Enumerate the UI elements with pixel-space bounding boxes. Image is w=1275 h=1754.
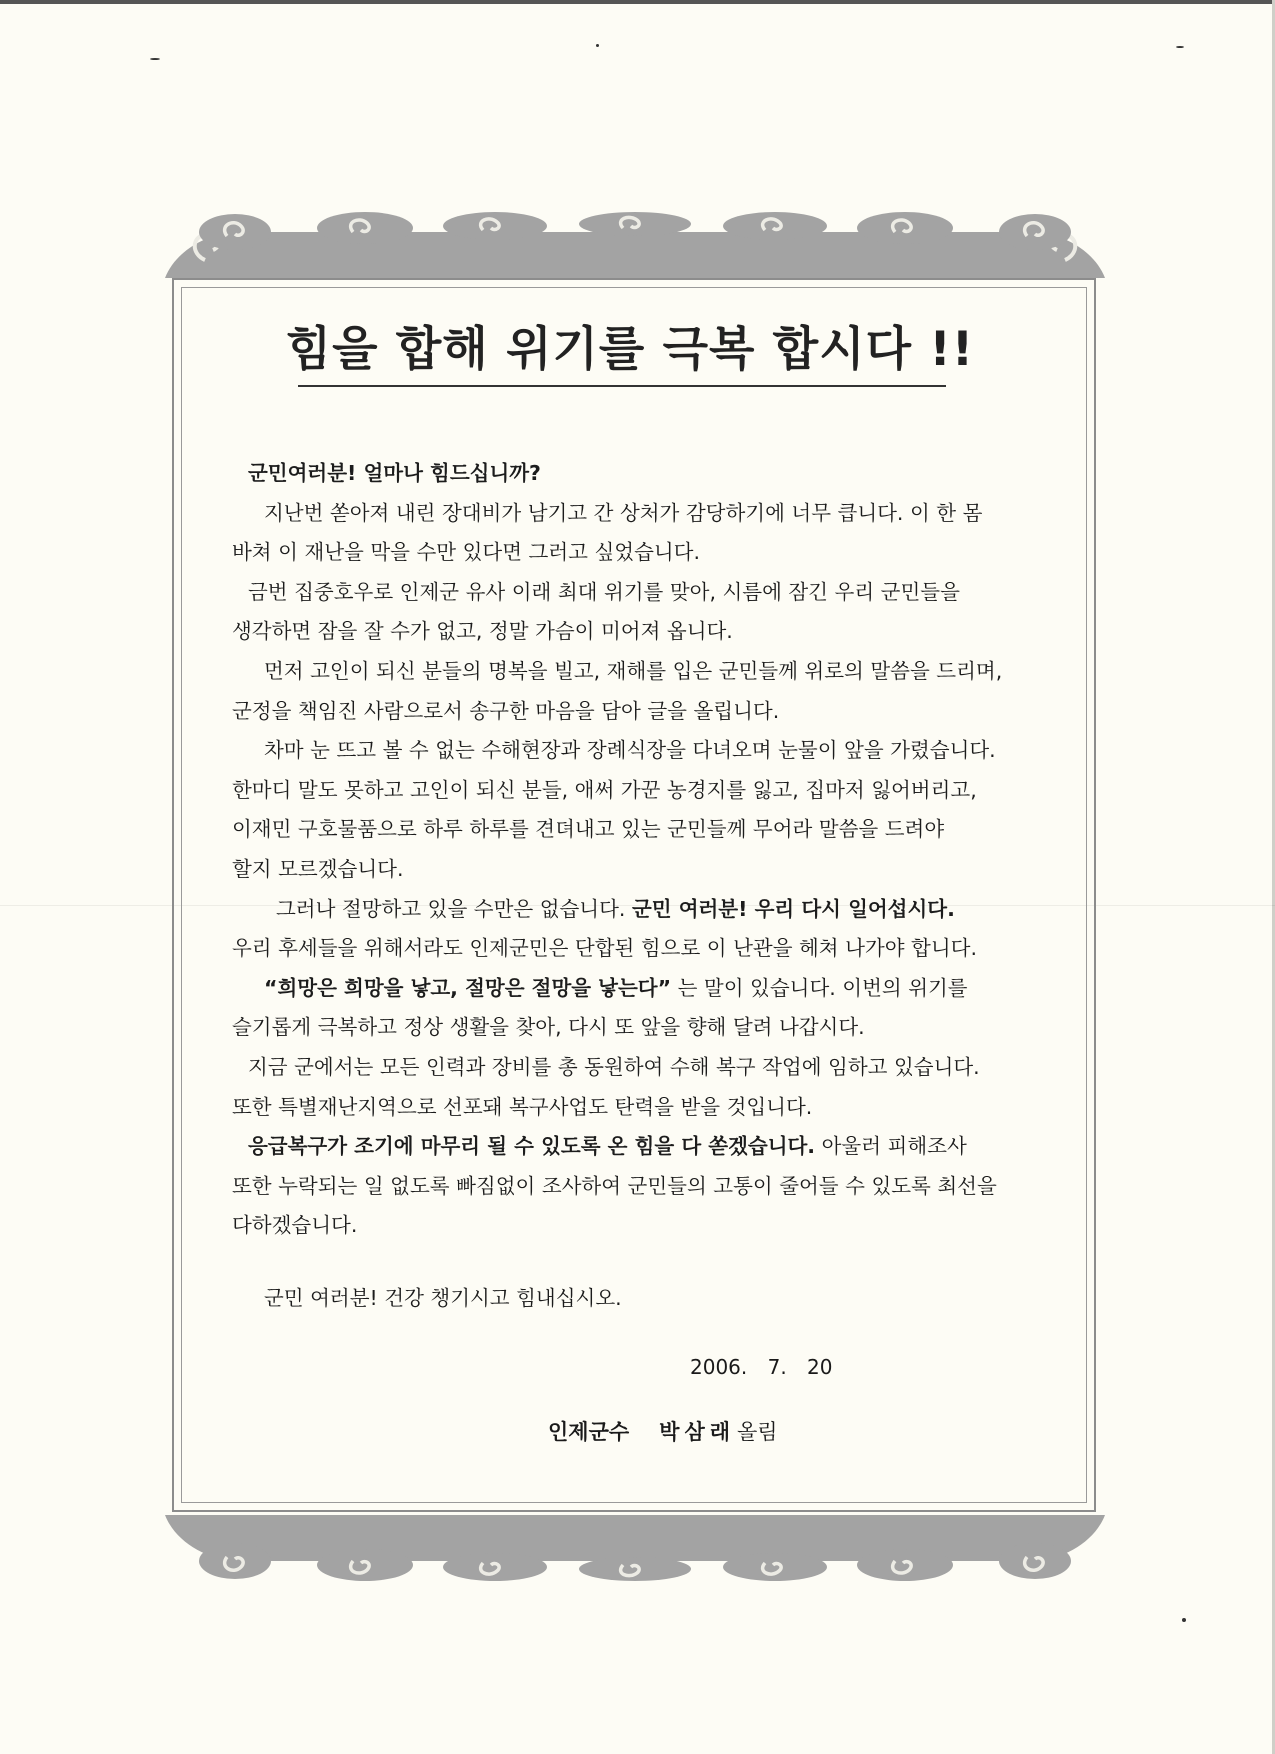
paragraph-line: 먼저 고인이 되신 분들의 명복을 빌고, 재해를 입은 군민들께 위로의 말씀을 드리며, <box>264 658 1003 683</box>
paragraph-line: 바쳐 이 재난을 막을 수만 있다면 그러고 싶었습니다. <box>232 540 700 565</box>
paragraph-line: 슬기롭게 극복하고 정상 생활을 찾아, 다시 또 앞을 향해 달려 나갑시다. <box>232 1015 865 1040</box>
letter-date: 2006. 7. 20 <box>690 1355 833 1379</box>
paragraph-line: “희망은 희망을 낳고, 절망은 절망을 낳는다” 는 말이 있습니다. 이번의 위기를 <box>264 975 968 1000</box>
paragraph-line: 또한 누락되는 일 없도록 빠짐없이 조사하여 군민들의 고통이 줄어들 수 있도록 최선을 <box>232 1173 997 1198</box>
paragraph-line: 또한 특별재난지역으로 선포돼 복구사업도 탄력을 받을 것입니다. <box>232 1094 813 1119</box>
emphasis-quote: “희망은 희망을 낳고, 절망은 절망을 낳는다” <box>264 975 672 1000</box>
greeting: 군민여러분! 얼마나 힘드십니까? <box>248 461 541 485</box>
signature <box>548 1416 778 1446</box>
paragraph-line: 할지 모르겠습니다. <box>232 856 404 881</box>
scan-speck <box>596 44 599 47</box>
paragraph-line: 우리 후세들을 위해서라도 인제군민은 단합된 힘으로 이 난관을 헤쳐 나가야 합니다. <box>232 936 977 961</box>
paragraph-line: 지난번 쏟아져 내린 장대비가 남기고 간 상처가 감당하기에 너무 큽니다. 이 한 몸 <box>264 500 983 525</box>
emphasis-text: 군민 여러분! 우리 다시 일어섭시다. <box>631 896 955 921</box>
title-underline <box>298 385 946 387</box>
signature-name: 박삼래 <box>659 1420 736 1444</box>
scan-speck <box>1176 46 1184 48</box>
paragraph-line: 다하겠습니다. <box>232 1213 358 1238</box>
paragraph-line: 이재민 구호물품으로 하루 하루를 견뎌내고 있는 군민들께 무어라 말씀을 드려야 <box>232 817 945 842</box>
closing-line: 군민 여러분! 건강 챙기시고 힘내십시오. <box>264 1285 622 1310</box>
paragraph-line: 한마디 말도 못하고 고인이 되신 분들, 애써 가꾼 농경지를 잃고, 집마저 잃어버리고, <box>232 777 977 802</box>
bottom-cloud-ornament <box>165 1515 1105 1581</box>
paragraph-line: 그러나 절망하고 있을 수만은 없습니다. 군민 여러분! 우리 다시 일어섭시다. <box>276 896 955 921</box>
paragraph-line: 생각하면 잠을 잘 수가 없고, 정말 가슴이 미어져 옵니다. <box>232 619 733 644</box>
signature-suffix: 올림 <box>737 1420 778 1444</box>
signature-role: 인제군수 <box>548 1420 630 1444</box>
paragraph-line: 지금 군에서는 모든 인력과 장비를 총 동원하여 수해 복구 작업에 임하고 있습니다. <box>248 1054 980 1079</box>
document-title: 힘을 합해 위기를 극복 합시다 !! <box>285 322 975 377</box>
top-cloud-ornament <box>165 212 1105 278</box>
paragraph-line: 군정을 책임진 사람으로서 송구한 마음을 담아 글을 올립니다. <box>232 698 780 723</box>
scan-top-edge <box>0 0 1275 4</box>
paragraph-line: 응급복구가 조기에 마무리 될 수 있도록 온 힘을 다 쏟겠습니다. 아울러 피해조사 <box>248 1134 967 1159</box>
scan-speck <box>150 58 160 60</box>
scan-speck <box>1182 1618 1186 1622</box>
emphasis-text: 응급복구가 조기에 마무리 될 수 있도록 온 힘을 다 쏟겠습니다. <box>248 1134 816 1159</box>
paragraph-line: 차마 눈 뜨고 볼 수 없는 수해현장과 장례식장을 다녀오며 눈물이 앞을 가렸습니다. <box>264 738 996 763</box>
letter-body <box>232 454 1012 1318</box>
paragraph-line: 금번 집중호우로 인제군 유사 이래 최대 위기를 맞아, 시름에 잠긴 우리 군민들을 <box>248 579 960 604</box>
